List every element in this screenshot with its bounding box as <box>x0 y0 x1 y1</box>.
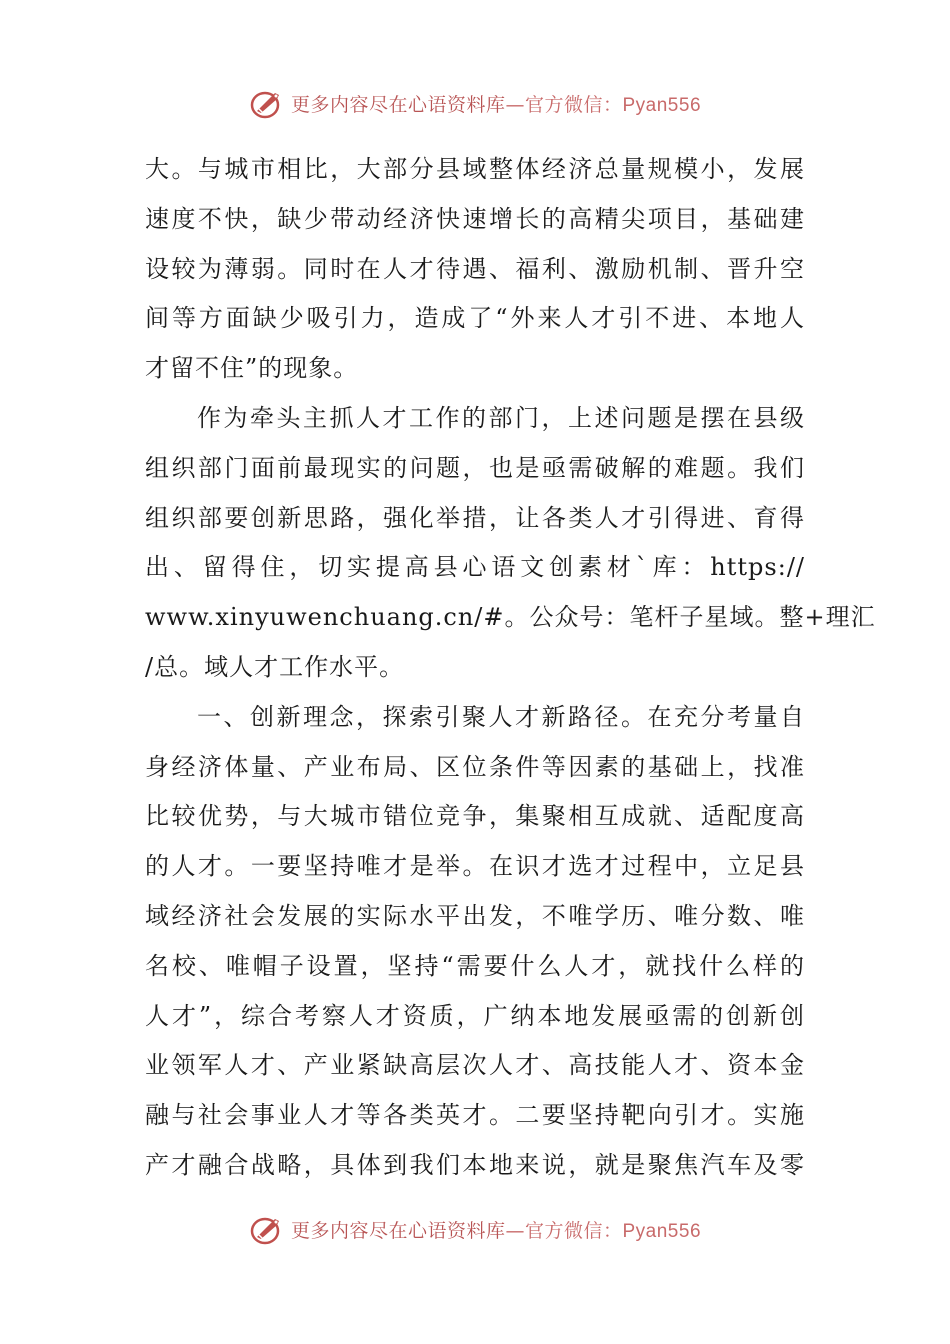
banner-handle: Pyan556 <box>622 94 702 116</box>
text-line: 才留不住”的现象。 <box>145 354 359 383</box>
text-line: 速度不快，缺少带动经济快速增长的高精尖项目，基础建 <box>145 204 805 233</box>
banner-brand: 更多内容尽在心语资料库 <box>290 1219 506 1242</box>
footer-banner <box>0 1209 950 1249</box>
banner-dash: — <box>505 1219 525 1242</box>
text-line: 间等方面缺少吸引力，造成了“外来人才引不进、本地人 <box>145 304 805 333</box>
text-line: 设较为薄弱。同时在人才待遇、福利、激励机制、晋升空 <box>145 254 805 283</box>
text-line: 比较优势，与大城市错位竞争，集聚相互成就、适配度高 <box>145 802 805 831</box>
banner-label: 官方微信： <box>524 1219 623 1242</box>
banner-text <box>291 1216 701 1243</box>
paragraph-start-line: 作为牵头主抓人才工作的部门，上述问题是摆在县级 <box>197 403 805 432</box>
text-line: 人才”，综合考察人才资质，广纳本地发展亟需的创新创 <box>145 1001 805 1030</box>
banner-text <box>291 90 701 117</box>
header-banner <box>0 83 950 123</box>
pen-nib-logo-icon <box>249 85 285 121</box>
text-line: 组织部门面前最现实的问题，也是亟需破解的难题。我们 <box>145 453 805 482</box>
text-line: www.xinyuwenchuang.cn/#。公众号：笔杆子星域。整+理汇 <box>145 603 876 632</box>
text-line: /总。域人才工作水平。 <box>145 652 405 681</box>
banner-brand: 更多内容尽在心语资料库 <box>290 93 506 116</box>
banner-handle: Pyan556 <box>622 1220 702 1242</box>
text-line: 业领军人才、产业紧缺高层次人才、高技能人才、资本金 <box>145 1051 805 1080</box>
banner-label: 官方微信： <box>524 93 623 116</box>
text-line: 大。与城市相比，大部分县域整体经济总量规模小，发展 <box>145 155 805 183</box>
text-line: 组织部要创新思路，强化举措，让各类人才引得进、育得 <box>145 503 805 532</box>
text-line: 域经济社会发展的实际水平出发，不唯学历、唯分数、唯 <box>145 901 805 930</box>
text-line: 融与社会事业人才等各类英才。二要坚持靶向引才。实施 <box>145 1101 805 1130</box>
document-body <box>145 145 876 1191</box>
text-line: 名校、唯帽子设置，坚持“需要什么人才，就找什么样的 <box>145 951 805 980</box>
banner-dash: — <box>505 93 525 116</box>
text-line: 出、留得住，切实提高县心语文创素材`库：https:// <box>145 553 805 582</box>
pen-nib-logo-icon <box>249 1211 285 1247</box>
text-line: 产才融合战略，具体到我们本地来说，就是聚焦汽车及零 <box>145 1150 805 1179</box>
text-line: 的人才。一要坚持唯才是举。在识才选才过程中，立足县 <box>145 852 805 881</box>
text-line: 身经济体量、产业布局、区位条件等因素的基础上，找准 <box>145 752 805 781</box>
paragraph-start-line: 一、创新理念，探索引聚人才新路径。在充分考量自 <box>197 702 805 731</box>
